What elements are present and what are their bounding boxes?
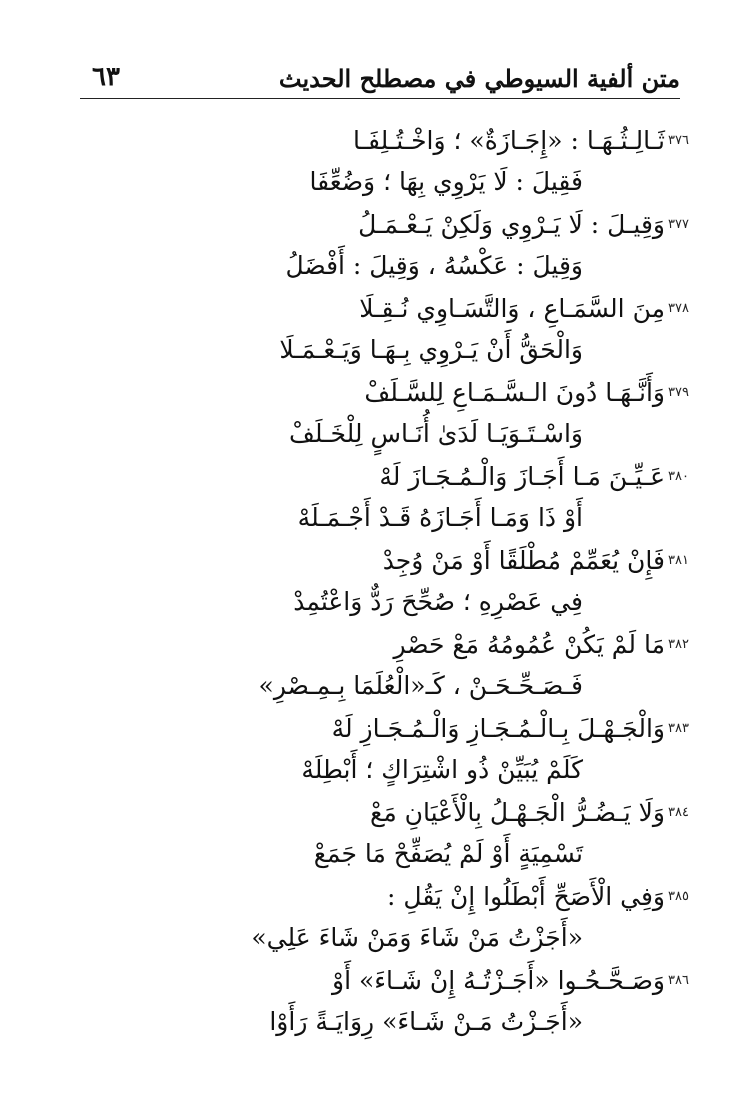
verse-first-hemistich: وَلَا يَـضُـرُّ الْجَـهْـلُ بِالْأَعْيَانِ مَعْ (370, 798, 665, 827)
verse (0, 376, 733, 460)
verse-second-hemistich: كَلَمْ يُبَيِّنْ ذُو اشْتِرَاكٍ ؛ أَبْطِلَهْ (301, 755, 583, 784)
verse (0, 460, 733, 544)
verse (0, 712, 733, 796)
verse-second-hemistich: فَقِيلَ : لَا يَرْوِي بِهَا ؛ وَضُعِّفَا (309, 167, 583, 196)
verse-first-hemistich: ثَـالِـثُـهَـا : «إِجَـازَةٌ» ؛ وَاخْـتُـلِفَـا (353, 126, 665, 155)
verse-first-hemistich: وَالْجَـهْـلَ بِـالْـمُـجَـازِ وَالْـمُـجَـازِ لَهْ (331, 714, 665, 743)
verse-number: ٣٨٣ (668, 721, 689, 736)
verse-list (0, 124, 733, 1048)
verse (0, 964, 733, 1048)
verse-first-hemistich: مِنَ السَّمَـاعِ ، وَالتَّسَـاوِي نُـقِـلَا (359, 294, 665, 323)
verse-first-hemistich: فَإِنْ يُعَمِّمْ مُطْلَقًا أَوْ مَنْ وُجِدْ (382, 546, 665, 575)
verse (0, 628, 733, 712)
verse-number: ٣٧٧ (668, 217, 689, 232)
running-title: متن ألفية السيوطي في مصطلح الحديث (278, 64, 680, 93)
verse-second-hemistich: وَقِيلَ : عَكْسُهُ ، وَقِيلَ : أَفْضَلُ (285, 251, 583, 280)
verse-number: ٣٨١ (668, 553, 689, 568)
verse-second-hemistich: فَـصَـحِّـحَـنْ ، كَـ«الْعُلَمَا بِـمِـصْرِ» (258, 671, 583, 700)
verse-number: ٣٧٦ (668, 133, 689, 148)
verse-first-hemistich: وَفِي الْأَصَحِّ أَبْطَلُوا إِنْ يَقُلِ : (387, 882, 665, 911)
verse-first-hemistich: وَقِيـلَ : لَا يَـرْوِي وَلَكِنْ يَـعْـمَـلُ (358, 210, 665, 239)
verse-second-hemistich: وَاسْـتَـوَيَـا لَدَىٰ أُنَـاسٍ لِلْخَـلَفْ (289, 419, 583, 448)
verse-number: ٣٨٢ (668, 637, 689, 652)
verse-second-hemistich: «أَجَزْتُ مَنْ شَاءَ وَمَنْ شَاءَ عَلِي» (251, 923, 583, 952)
verse-first-hemistich: وَأَنَّـهَـا دُونَ الـسَّـمَـاعِ لِلسَّـلَفْ (364, 378, 665, 407)
verse-second-hemistich: فِي عَصْرِهِ ؛ صُحِّحَ رَدٌّ وَاعْتُمِدْ (293, 587, 583, 616)
verse-number: ٣٨٥ (668, 889, 689, 904)
verse-second-hemistich: «أَجَـزْتُ مَـنْ شَـاءَ» رِوَايَـةً رَأَوْا (269, 1007, 583, 1036)
verse-number: ٣٧٨ (668, 301, 689, 316)
verse-second-hemistich: أَوْ ذَا وَمَـا أَجَـازَهُ قَـدْ أَجْـمَـلَهْ (297, 503, 583, 532)
verse-number: ٣٨٠ (668, 469, 689, 484)
verse-second-hemistich: وَالْحَقُّ أَنْ يَـرْوِي بِـهَـا وَيَـعْـمَـلَا (279, 335, 583, 364)
verse-number: ٣٨٤ (668, 805, 689, 820)
verse (0, 544, 733, 628)
verse-second-hemistich: تَسْمِيَةٍ أَوْ لَمْ يُصَفِّحْ مَا جَمَعْ (313, 839, 583, 868)
verse (0, 292, 733, 376)
verse-number: ٣٧٩ (668, 385, 689, 400)
verse (0, 796, 733, 880)
verse (0, 880, 733, 964)
verse (0, 208, 733, 292)
verse-first-hemistich: عَـيِّـنَ مَـا أَجَـازَ وَالْـمُـجَـازَ لَهْ (379, 462, 665, 491)
verse-first-hemistich: وَصَـحَّـحُـوا «أَجَـزْتُـهُ إِنْ شَـاءَ» أَوْ (332, 966, 665, 995)
page-number: ٦٣ (92, 62, 120, 92)
verse-first-hemistich: مَا لَمْ يَكُنْ عُمُومُهُ مَعْ حَصْرِ (393, 630, 665, 659)
verse-number: ٣٨٦ (668, 973, 689, 988)
page-header (80, 58, 680, 99)
verse (0, 124, 733, 208)
